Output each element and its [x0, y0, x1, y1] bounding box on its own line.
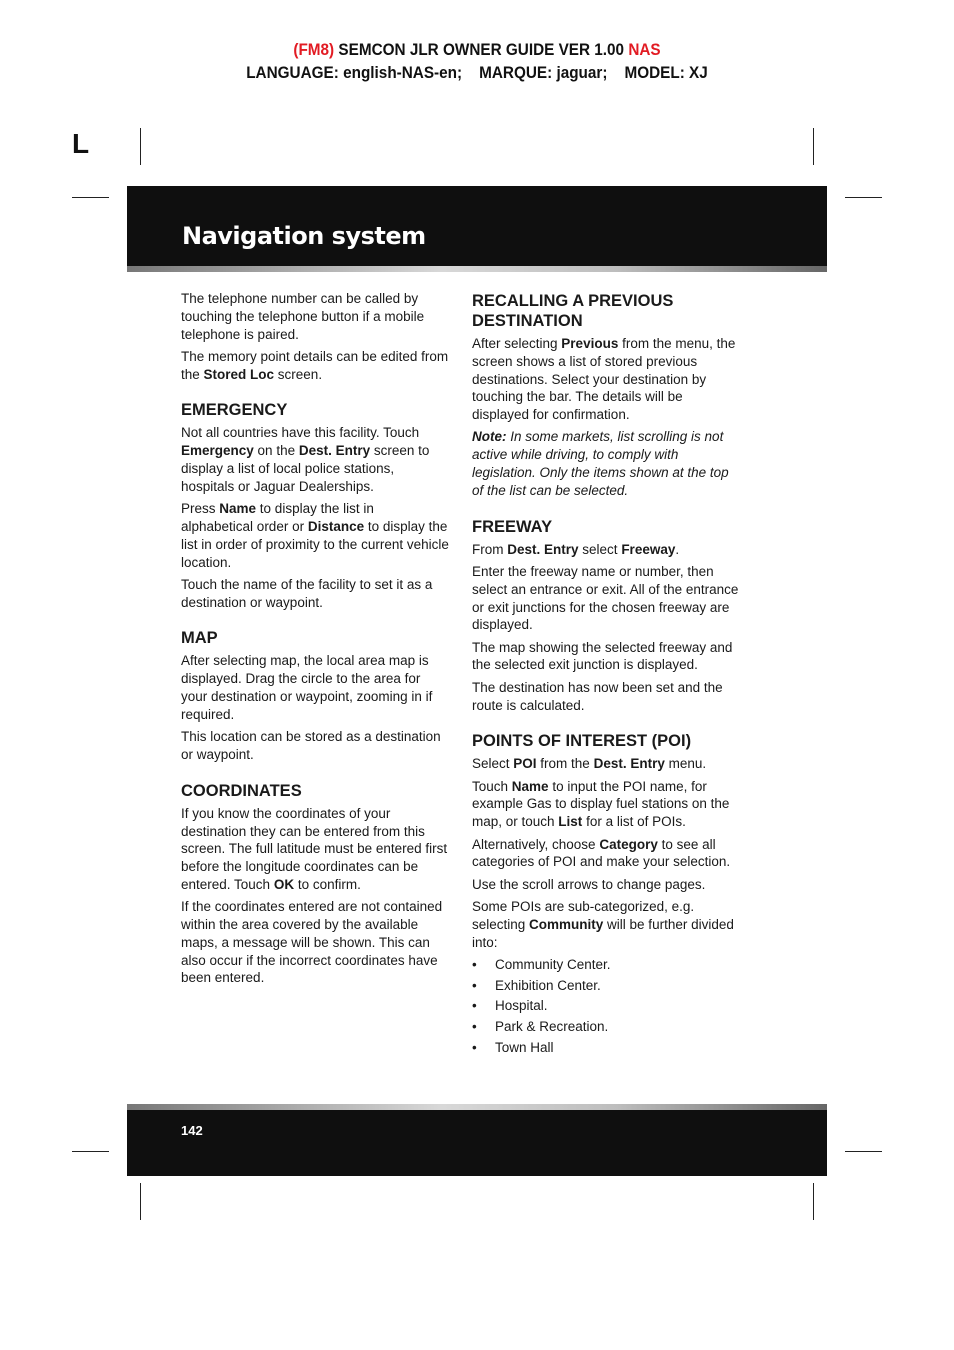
paragraph: From Dest. Entry select Freeway. — [472, 541, 680, 557]
list-item: • Park & Recreation. — [472, 1018, 740, 1036]
list-item: • Hospital. — [472, 997, 740, 1015]
crop-mark — [72, 1151, 109, 1152]
section-heading-emergency: EMERGENCY — [181, 401, 288, 420]
left-column — [181, 290, 449, 992]
paragraph: If you know the coordinates of your destination they can be entered from this screen. The full latitude must be entered first before the longitude coordinates can be entered. Touch OK to confirm. — [181, 805, 448, 892]
paragraph: Press Name to display the list in alphabetical order or Distance to display the list in order of proximity to the current vehicle location. — [181, 501, 449, 570]
header-region: NAS — [628, 40, 661, 59]
page-footer — [127, 1104, 827, 1176]
section-title: Navigation system — [182, 222, 426, 250]
list-item: • Community Center. — [472, 956, 740, 974]
paragraph: Select POI from the Dest. Entry menu. — [472, 756, 707, 772]
section-heading-freeway: FREEWAY — [472, 517, 553, 536]
header-title: SEMCON JLR OWNER GUIDE VER 1.00 — [338, 40, 625, 59]
crop-mark — [845, 197, 882, 198]
paragraph: Touch the name of the facility to set it as a destination or waypoint. — [181, 576, 433, 610]
paragraph: Use the scroll arrows to change pages. — [472, 876, 706, 892]
paragraph: This location can be stored as a destination or waypoint. — [181, 729, 441, 762]
doc-header-line2: LANGUAGE: english-NAS-en; MARQUE: jaguar; MODEL: XJ — [246, 63, 708, 82]
doc-header-line1 — [48, 40, 907, 60]
crop-mark — [813, 1183, 814, 1220]
right-column — [472, 291, 740, 1060]
footer-gradient-strip — [127, 1104, 827, 1110]
paragraph: After selecting map, the local area map is displayed. Drag the circle to the area for your destination or waypoint, zooming in if required. — [181, 653, 433, 722]
paragraph: Alternatively, choose Category to see all categories of POI and make your selection. — [472, 836, 731, 870]
paragraph: The map showing the selected freeway and the selected exit junction is displayed. — [472, 639, 733, 673]
crop-mark — [813, 128, 814, 165]
paragraph: After selecting Previous from the menu, the screen shows a list of stored previous destinations. Select your destination by touching the bar. The details will be displayed for confirmation. — [472, 336, 736, 423]
corner-mark: L — [72, 128, 90, 159]
paragraph: Some POIs are sub-categorized, e.g. selecting Community will be further divided into: — [472, 898, 734, 950]
section-heading-poi: POINTS OF INTEREST (POI) — [472, 732, 692, 751]
paragraph: Touch Name to input the POI name, for example Gas to display fuel stations on the map, or touch List for a list of POIs. — [472, 778, 730, 830]
paragraph: Enter the freeway name or number, then select an entrance or exit. All of the entrance or exit junctions for the chosen freeway are displayed. — [472, 563, 739, 633]
paragraph: Not all countries have this facility. Touch Emergency on the Dest. Entry screen to display a list of local police stations, hospitals or Jaguar Dealerships. — [181, 425, 430, 494]
section-banner — [127, 186, 827, 272]
banner-gradient-strip — [127, 266, 827, 272]
crop-mark — [72, 197, 109, 198]
list-item: • Exhibition Center. — [472, 977, 740, 995]
paragraph: If the coordinates entered are not contained within the area covered by the available maps, a message will be shown. This can also occur if the incorrect coordinates have been entered. — [181, 899, 443, 986]
section-heading-coordinates: COORDINATES — [181, 781, 302, 800]
intro-paragraph: The telephone number can be called by touching the telephone button if a mobile telephone is paired. — [181, 291, 425, 342]
crop-mark — [140, 1183, 141, 1220]
crop-mark — [845, 1151, 882, 1152]
section-heading-map: MAP — [181, 629, 218, 648]
crop-mark — [140, 128, 141, 165]
intro-paragraph: The memory point details can be edited from the Stored Loc screen. — [181, 348, 449, 382]
list-item: • Town Hall — [472, 1039, 740, 1057]
header-code: (FM8) — [293, 40, 335, 59]
note-paragraph: Note: In some markets, list scrolling is not active while driving, to comply with legislation. Only the items shown at the top of the list can be selected. — [472, 429, 729, 498]
paragraph: The destination has now been set and the route is calculated. — [472, 679, 723, 713]
page-number: 142 — [181, 1123, 203, 1138]
section-heading-recall: RECALLING A PREVIOUS DESTINATION — [472, 292, 674, 330]
poi-subcategory-list — [472, 956, 740, 1057]
